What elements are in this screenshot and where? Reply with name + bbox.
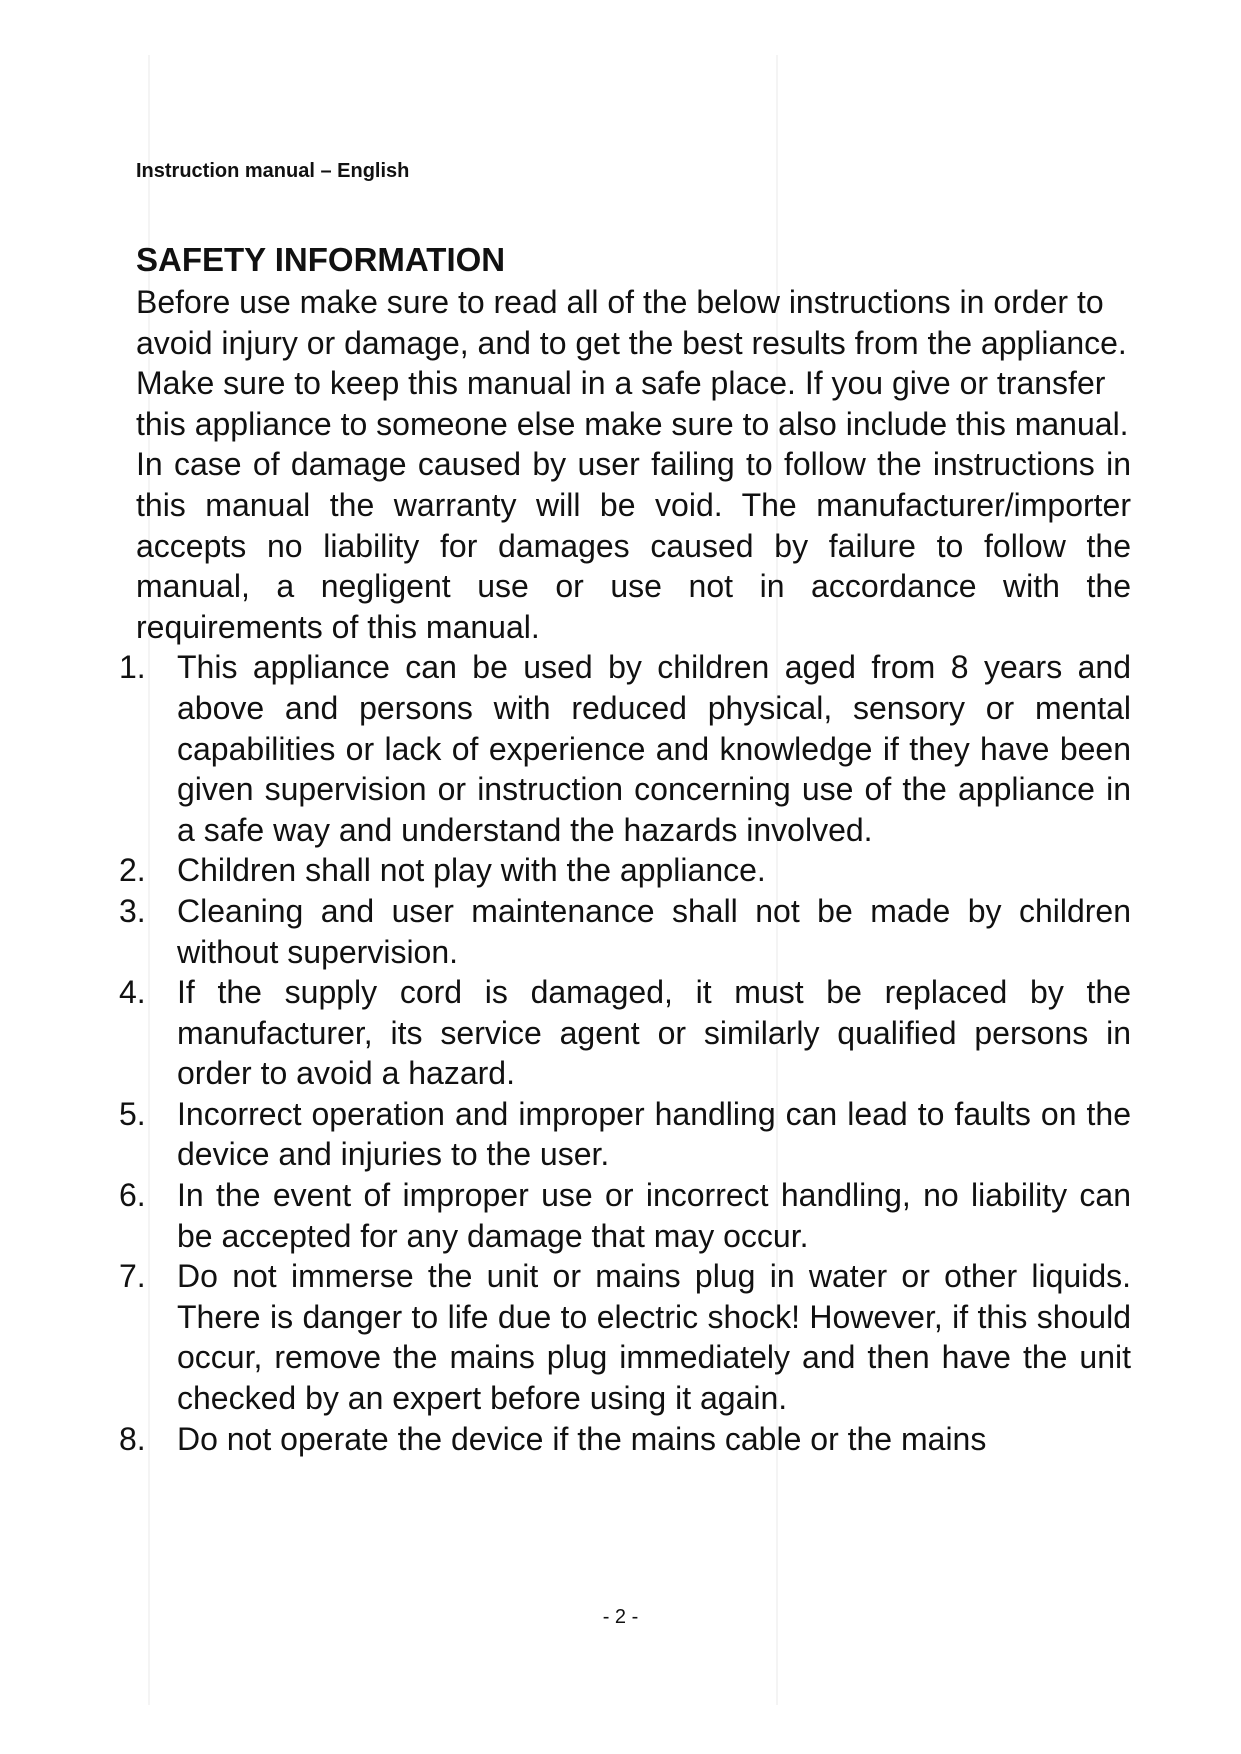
warranty-paragraph: In case of damage caused by user failing to follow the instructions in this manual the warranty will be void. The manufacturer/importer accepts no liability for damages caused by failure to follow the manual, a negligent use or use not in accordance with the requirements of this manual. <box>136 446 1131 645</box>
list-item <box>119 647 1131 850</box>
list-item-number: 7. <box>119 1258 146 1295</box>
list-item-number: 2. <box>119 852 146 889</box>
list-item-number: 3. <box>119 892 146 929</box>
safety-section <box>119 238 1131 1459</box>
intro-paragraph: Before use make sure to read all of the below instructions in order to avoid injury or damage, and to get the best results from the appliance. Make sure to keep this manual in a safe place. If you give or transfer this appliance to someone else make sure to also include this manual. <box>136 284 1129 442</box>
list-item <box>119 972 1131 1094</box>
list-item <box>119 891 1131 972</box>
safety-list <box>119 647 1131 1459</box>
document-header: Instruction manual – English <box>136 160 410 182</box>
list-item-text: Children shall not play with the appliance. <box>177 852 766 889</box>
list-item-text: Incorrect operation and improper handling can lead to faults on the device and injuries to the user. <box>177 1095 1131 1173</box>
list-item-text: Do not immerse the unit or mains plug in water or other liquids. There is danger to life due to electric shock! However, if this should occur, remove the mains plug immediately and then have the unit checked by an expert before using it again. <box>177 1258 1131 1417</box>
page-number: - 2 - <box>602 1606 639 1628</box>
list-item-text: If the supply cord is damaged, it must be replaced by the manufacturer, its service agent or similarly qualified persons in order to avoid a hazard. <box>177 974 1131 1092</box>
list-item-number: 1. <box>119 649 146 686</box>
list-item <box>119 1094 1131 1175</box>
list-item-text: In the event of improper use or incorrect handling, no liability can be accepted for any damage that may occur. <box>177 1177 1131 1254</box>
list-item-number: 6. <box>119 1177 146 1214</box>
list-item-number: 4. <box>119 974 146 1011</box>
list-item-text: Do not operate the device if the mains cable or the mains <box>177 1420 987 1457</box>
list-item-number: 8. <box>119 1420 146 1457</box>
list-item <box>119 1175 1131 1256</box>
list-item <box>119 1419 1131 1460</box>
list-item <box>119 1256 1131 1418</box>
list-item-text: This appliance can be used by children aged from 8 years and above and persons with reduced physical, sensory or mental capabilities or lack of experience and knowledge if they have been given supervision or instruction concerning use of the appliance in a safe way and understand the hazards involved. <box>177 649 1131 848</box>
list-item-number: 5. <box>119 1095 146 1132</box>
list-item-text: Cleaning and user maintenance shall not be made by children without supervision. <box>177 892 1131 970</box>
list-item <box>119 850 1131 891</box>
section-title: SAFETY INFORMATION <box>136 241 506 278</box>
